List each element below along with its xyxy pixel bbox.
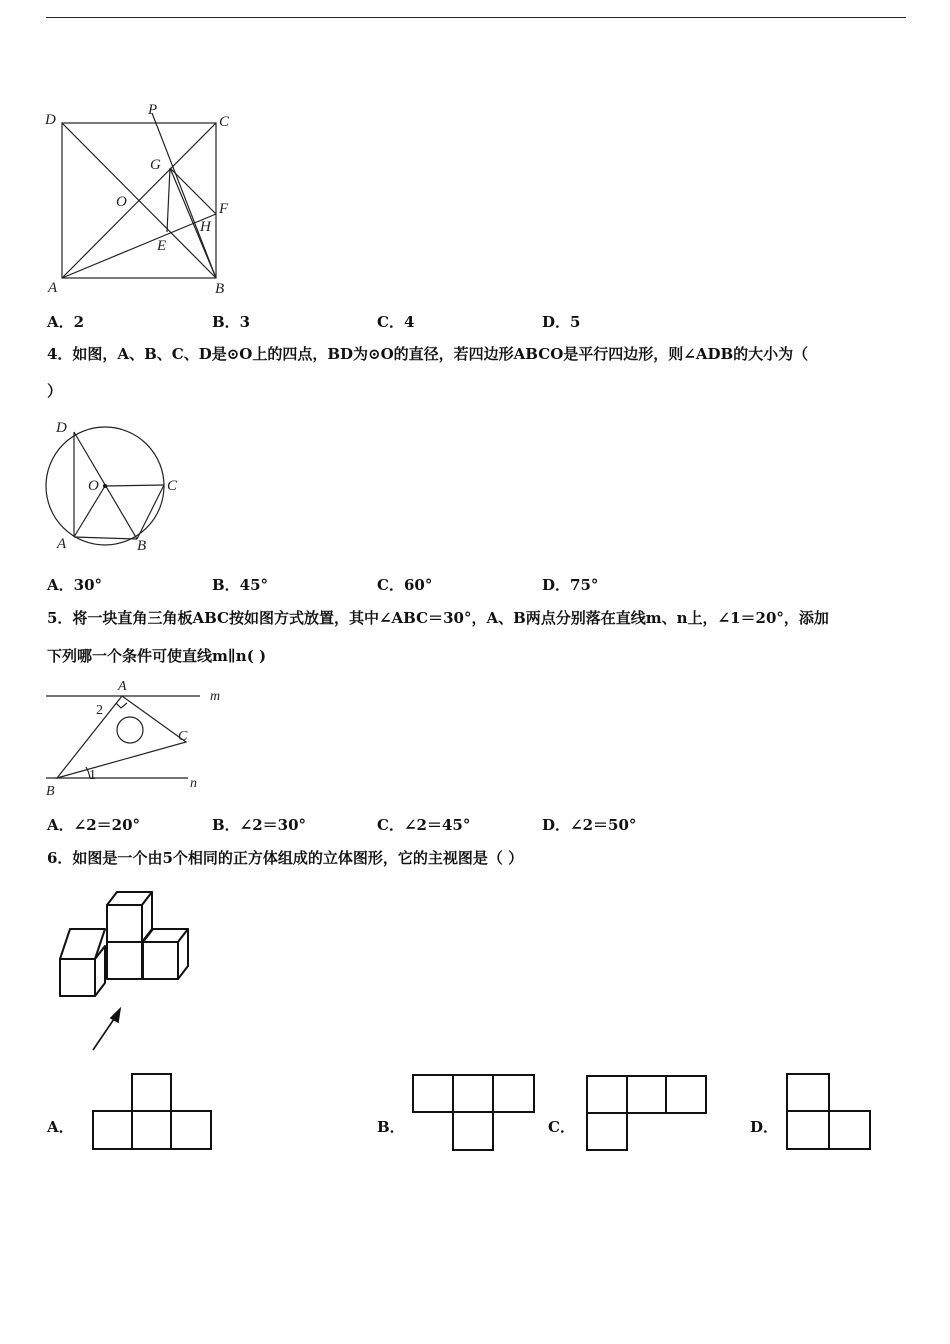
q3-label-g: G [150,157,161,173]
q4-option-a[interactable]: A．30° [47,576,103,594]
q4-option-b[interactable]: B．45° [212,576,269,594]
q5-label-1: 1 [89,768,96,783]
q4-stem-line1: 4．如图，A、B、C、D是⊙O上的四点，BD为⊙O的直径，若四边形ABCO是平行四边形，则∠ADB的大小为（ [47,345,809,363]
q5-option-b[interactable]: B．∠2＝30° [212,816,307,834]
q5-label-2: 2 [96,703,103,718]
q3-square-figure [40,96,240,301]
q5-label-n: n [190,776,197,791]
q5-label-a: A [118,679,127,694]
q6-option-b-view[interactable] [408,1070,540,1154]
q4-label-a: A [57,536,67,552]
q4-label-c: C [167,478,178,494]
q4-option-c[interactable]: C．60° [377,576,433,594]
q3-label-d: D [45,112,56,128]
q5-stem-line2: 下列哪一个条件可使直线m∥n( ) [47,647,267,665]
q3-label-a: A [48,280,58,296]
q3-option-a[interactable]: A．2 [47,313,85,331]
q3-label-b: B [215,281,225,297]
q4-circle-figure [42,418,184,556]
q6-option-d[interactable]: D． [750,1118,779,1136]
q3-label-e: E [157,238,167,254]
q4-label-d: D [56,420,67,436]
q4-label-o: O [88,478,99,494]
q4-label-b: B [137,538,147,554]
q5-label-m: m [210,689,221,704]
q3-label-h: H [200,219,211,235]
q3-option-d[interactable]: D．5 [542,313,581,331]
q3-label-c: C [219,114,230,130]
q6-option-c[interactable]: C． [548,1118,575,1136]
q5-triangle-figure [44,676,230,800]
q5-option-d[interactable]: D．∠2＝50° [542,816,637,834]
q3-label-o: O [116,194,127,210]
q6-option-b[interactable]: B． [377,1118,405,1136]
q5-option-a[interactable]: A．∠2＝20° [47,816,141,834]
q5-option-c[interactable]: C．∠2＝45° [377,816,471,834]
q6-stem-line1: 6．如图是一个由5个相同的正方体组成的立体图形，它的主视图是（ ） [47,849,524,867]
q5-label-b: B [46,784,55,799]
q4-option-d[interactable]: D．75° [542,576,599,594]
q6-option-a[interactable]: A． [47,1118,74,1136]
q6-cubes-figure [52,886,194,1056]
q6-option-c-view[interactable] [582,1070,712,1154]
q3-label-f: F [219,201,229,217]
q3-label-p: P [148,102,158,118]
q5-stem-line1: 5．将一块直角三角板ABC按如图方式放置，其中∠ABC＝30°，A、B两点分别落在直线m、n上，∠1＝20°，添加 [47,609,829,627]
q6-option-d-view[interactable] [782,1070,876,1154]
q3-option-c[interactable]: C．4 [377,313,415,331]
q4-stem-line2: ） [47,382,63,400]
q6-option-a-view[interactable] [88,1070,216,1154]
q5-label-c: C [178,729,188,744]
q3-option-b[interactable]: B．3 [212,313,251,331]
header-rule [46,17,906,18]
